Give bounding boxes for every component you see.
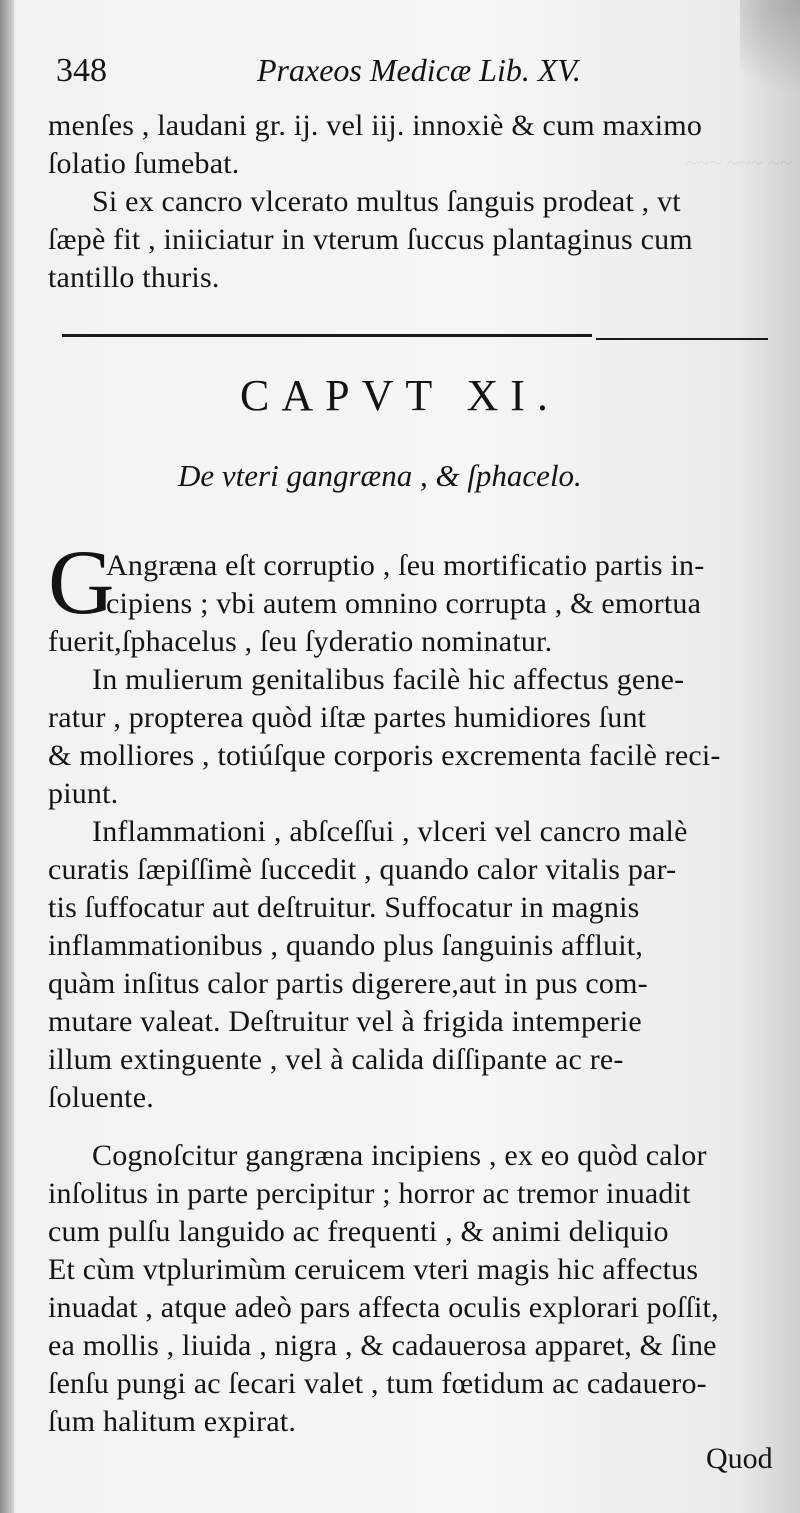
text-line: Et cùm vtplurimùm ceruicem vteri magis hic affectus — [48, 1253, 699, 1286]
text-line: Angræna eſt corruptio , ſeu mortificatio partis in- — [106, 549, 705, 582]
text-line: fuerit,ſphacelus , ſeu ſyderatio nominatur. — [48, 625, 553, 658]
text-line: mutare valeat. Deſtruitur vel à frigida intemperie — [48, 1005, 642, 1038]
section-rule-thin — [596, 338, 768, 340]
text-line: Inflammationi , abſceſſui , vlceri vel cancro malè — [92, 815, 688, 848]
text-line: Cognoſcitur gangræna incipiens , ex eo quòd calor — [92, 1139, 707, 1172]
text-line: cipiens ; vbi autem omnino corrupta , & emortua — [106, 587, 702, 620]
text-line: menſes , laudani gr. ij. vel iij. innoxiè & cum maximo — [48, 109, 703, 142]
bleed-through-text: ~~~ ~~~ ~~ — [685, 150, 792, 175]
text-line: ſolatio ſumebat. — [48, 147, 240, 180]
drop-cap: G — [48, 531, 115, 633]
text-line: tantillo thuris. — [48, 261, 220, 294]
chapter-heading: CAPVT XI. — [240, 371, 560, 420]
text-line: ſenſu pungi ac ſecari valet , tum fœtidum ac cadauero- — [48, 1367, 707, 1400]
text-line: ſæpè fit , iniiciatur in vterum ſuccus plantaginus cum — [48, 223, 693, 256]
catchword: Quod — [706, 1442, 773, 1475]
page-header — [52, 50, 772, 100]
text-line: ſum halitum expirat. — [48, 1405, 297, 1438]
text-line: inſolitus in parte percipitur ; horror ac tremor inuadit — [48, 1177, 691, 1210]
text-line: ratur , propterea quòd iſtæ partes humidiores ſunt — [48, 701, 647, 734]
text-line: ea mollis , liuida , nigra , & cadauerosa apparet, & ſine — [48, 1329, 717, 1362]
book-spine-shadow — [0, 0, 14, 1513]
chapter-subtitle: De vteri gangræna , & ſphacelo. — [178, 458, 582, 493]
text-line: In mulierum genitalibus facilè hic affectus gene- — [92, 663, 685, 696]
text-line: cum pulſu languido ac frequenti , & animi deliquio — [48, 1215, 669, 1248]
text-line: tis ſuffocatur aut deſtruitur. Suffocatur in magnis — [48, 891, 640, 924]
section-rule — [62, 334, 592, 337]
text-line: illum extinguente , vel à calida diſſipante ac re- — [48, 1043, 624, 1076]
text-line: quàm inſitus calor partis digerere,aut in pus com- — [48, 967, 648, 1000]
text-line: Si ex cancro vlcerato multus ſanguis prodeat , vt — [92, 185, 681, 218]
text-line: curatis ſæpiſſimè ſuccedit , quando calor vitalis par- — [48, 853, 677, 886]
running-title: Praxeos Medicæ Lib. XV. — [257, 52, 581, 88]
text-line: piunt. — [48, 777, 119, 810]
text-line: inflammationibus , quando plus ſanguinis affluit, — [48, 929, 644, 962]
page-number: 348 — [56, 52, 107, 89]
text-line: inuadat , atque adeò pars affecta oculis explorari poſſit, — [48, 1291, 719, 1324]
text-line: ſoluente. — [48, 1081, 154, 1114]
text-line: & molliores , totiúſque corporis excrementa facilè reci- — [48, 739, 721, 772]
